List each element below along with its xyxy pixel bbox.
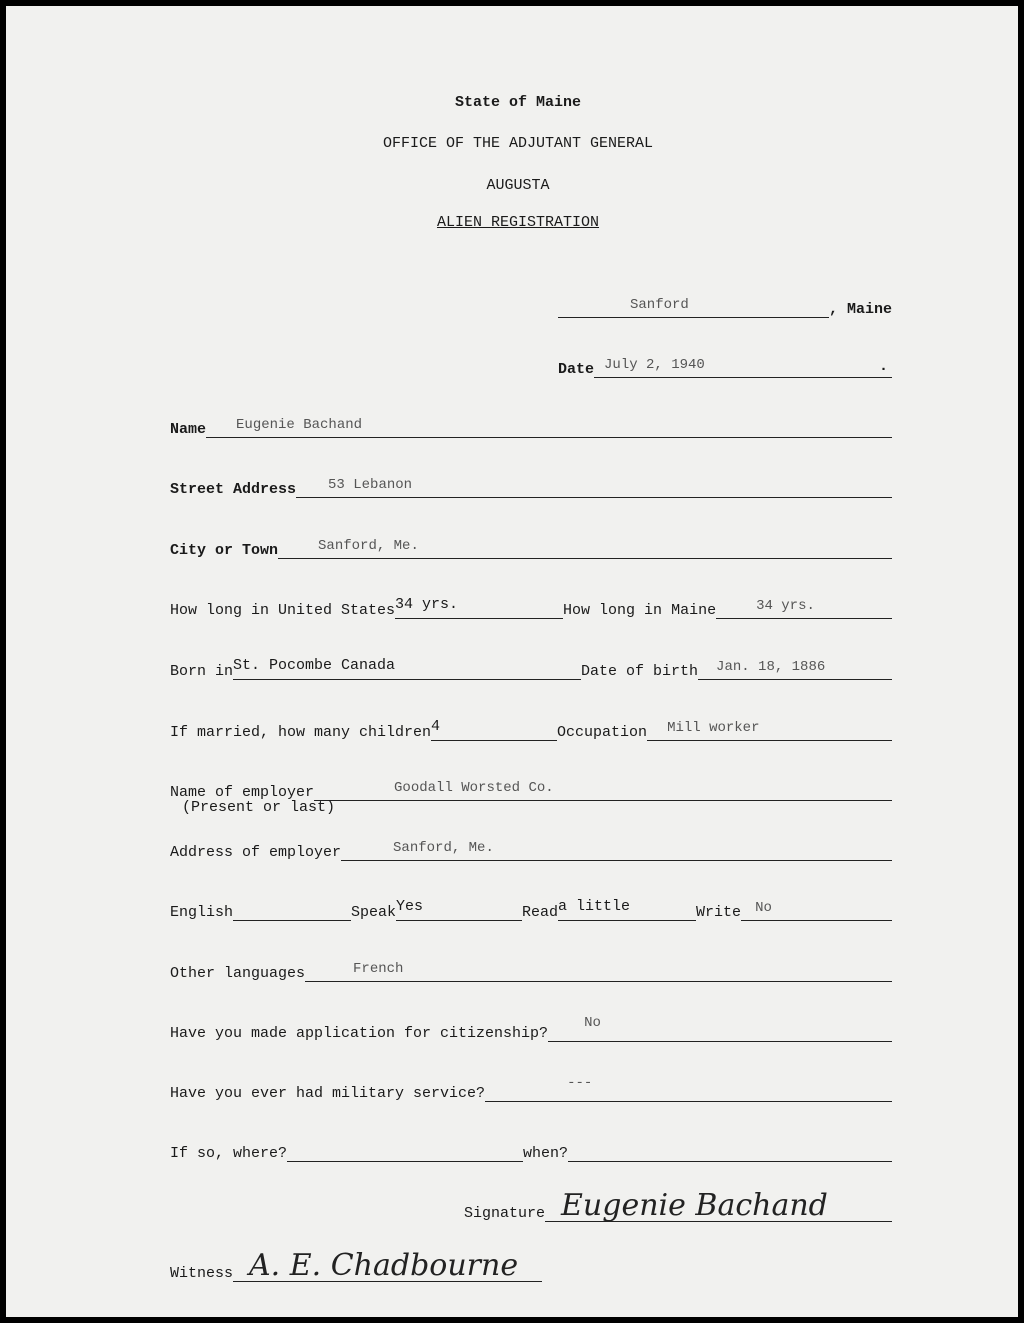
witness-row — [170, 1248, 542, 1283]
citizenship-label: Have you made application for citizenship? — [170, 1025, 549, 1042]
employer-address-row — [170, 835, 892, 861]
where-row — [170, 1136, 892, 1162]
employer-row — [170, 775, 892, 801]
dob-label: Date of birth — [581, 663, 699, 680]
military-field[interactable] — [485, 1075, 892, 1102]
date-label: Date — [558, 361, 595, 378]
city-row — [170, 533, 892, 559]
where-field[interactable] — [287, 1139, 523, 1162]
city-label: City or Town — [170, 542, 279, 559]
name-field[interactable] — [206, 415, 892, 438]
date-row — [558, 352, 892, 378]
street-row — [170, 472, 892, 498]
place-field[interactable] — [558, 295, 829, 318]
english-label: English — [170, 904, 234, 921]
date-value: July 2, 1940 — [604, 357, 705, 373]
witness-label: Witness — [170, 1265, 234, 1282]
street-field[interactable] — [296, 475, 892, 498]
write-field[interactable] — [741, 898, 892, 921]
children-label: If married, how many children — [170, 724, 432, 741]
dob-value: Jan. 18, 1886 — [716, 659, 826, 675]
employer-field[interactable] — [314, 778, 892, 801]
family-row — [170, 715, 892, 741]
signature-label: Signature — [464, 1205, 546, 1222]
occupation-value: Mill worker — [667, 720, 760, 736]
speak-value: Yes — [396, 898, 424, 915]
street-value: 53 Lebanon — [328, 477, 413, 493]
citizenship-row — [170, 1016, 892, 1042]
employer-label: Name of employer — [170, 784, 315, 801]
occupation-label: Occupation — [557, 724, 648, 741]
languages-value: French — [353, 961, 404, 977]
witness-value: A. E. Chadbourne — [249, 1248, 519, 1283]
write-label: Write — [696, 904, 742, 921]
form-title: ALIEN REGISTRATION — [436, 214, 600, 231]
signature-value: Eugenie Bachand — [561, 1188, 828, 1223]
city-value: Sanford, Me. — [318, 538, 419, 554]
street-label: Street Address — [170, 481, 297, 498]
children-value: 4 — [431, 718, 441, 735]
us-time-field[interactable] — [395, 596, 563, 619]
birth-row — [170, 654, 892, 680]
languages-field[interactable] — [305, 959, 892, 982]
us-time-value: 34 yrs. — [395, 596, 459, 613]
employer-address-field[interactable] — [341, 838, 892, 861]
residence-row — [170, 593, 892, 619]
when-label: when? — [523, 1145, 569, 1162]
write-value: No — [755, 900, 772, 916]
english-row — [170, 895, 892, 921]
us-time-label: How long in United States — [170, 602, 396, 619]
occupation-field[interactable] — [647, 718, 892, 741]
place-row — [558, 292, 892, 318]
read-label: Read — [522, 904, 559, 921]
born-label: Born in — [170, 663, 234, 680]
read-value: a little — [558, 898, 631, 915]
maine-time-label: How long in Maine — [563, 602, 717, 619]
office-heading: OFFICE OF THE ADJUTANT GENERAL — [382, 135, 654, 152]
signature-field[interactable] — [545, 1188, 892, 1223]
languages-label: Other languages — [170, 965, 306, 982]
speak-field[interactable] — [396, 898, 522, 921]
name-label: Name — [170, 421, 207, 438]
place-suffix: , Maine — [828, 301, 892, 318]
date-field[interactable] — [594, 355, 892, 378]
citizenship-field[interactable] — [548, 1015, 892, 1042]
city-heading: AUGUSTA — [486, 177, 550, 194]
children-field[interactable] — [431, 718, 557, 741]
military-row — [170, 1076, 892, 1102]
employer-sublabel: (Present or last) — [182, 799, 336, 816]
employer-address-value: Sanford, Me. — [393, 840, 494, 856]
maine-time-value: 34 yrs. — [756, 598, 815, 614]
speak-label: Speak — [351, 904, 397, 921]
witness-field[interactable] — [233, 1248, 542, 1283]
born-value: St. Pocombe Canada — [233, 657, 396, 674]
city-field[interactable] — [278, 536, 892, 559]
citizenship-value: No — [584, 1015, 601, 1031]
dob-field[interactable] — [698, 657, 892, 680]
place-value: Sanford — [630, 297, 689, 313]
signature-row — [464, 1188, 892, 1223]
employer-address-label: Address of employer — [170, 844, 342, 861]
read-field[interactable] — [558, 898, 696, 921]
born-field[interactable] — [233, 657, 581, 680]
military-label: Have you ever had military service? — [170, 1085, 486, 1102]
name-value: Eugenie Bachand — [236, 417, 363, 433]
employer-value: Goodall Worsted Co. — [394, 780, 554, 796]
english-field[interactable] — [233, 898, 351, 921]
languages-row — [170, 956, 892, 982]
where-label: If so, where? — [170, 1145, 288, 1162]
maine-time-field[interactable] — [716, 596, 892, 619]
name-row — [170, 412, 892, 438]
military-value: --- — [567, 1075, 593, 1091]
when-field[interactable] — [568, 1139, 892, 1162]
date-period: . — [878, 358, 888, 375]
state-heading: State of Maine — [454, 94, 582, 111]
